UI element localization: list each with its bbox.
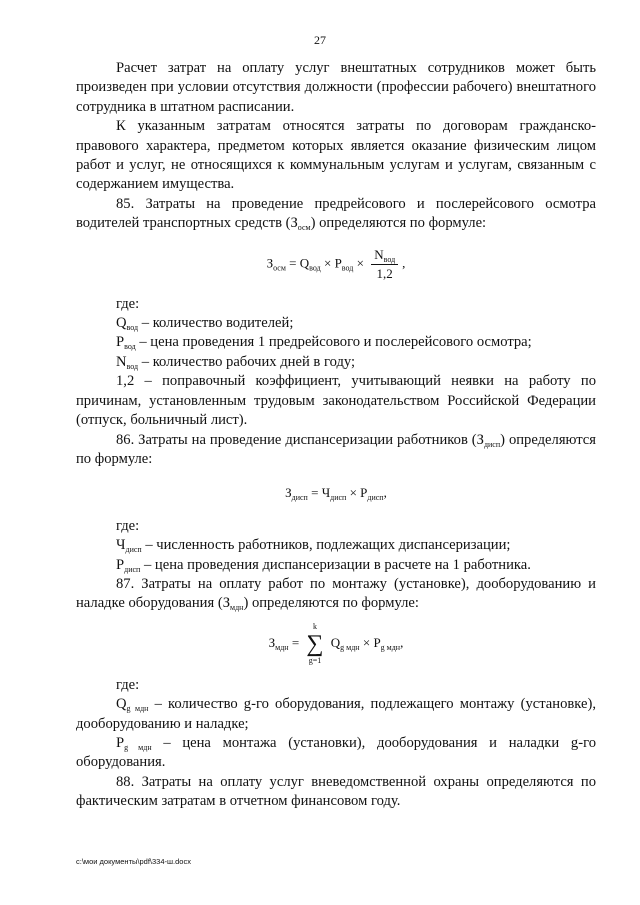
def-86-1-sym: Р: [116, 556, 125, 573]
f87-lhs: З: [268, 634, 276, 650]
def-87-1-sub: g мдн: [124, 742, 152, 752]
def-85-0-text: – количество водителей;: [138, 315, 294, 332]
f85-q: Q: [299, 255, 310, 271]
paragraph-86: [76, 431, 596, 470]
def-85-0-sub: вод: [126, 323, 139, 333]
def-85-1-sub: вод: [124, 342, 136, 352]
formula-86: [76, 483, 596, 502]
def-85-2-sub: вод: [126, 361, 139, 371]
f85-lhs-sub: осм: [273, 263, 286, 273]
def-86-0-sym: Ч: [116, 537, 126, 554]
f85-n: N: [374, 246, 384, 262]
f87-sum-lower: g=1: [308, 655, 322, 665]
def-86-0-text: – численность работников, подлежащих диспансеризации;: [141, 537, 511, 554]
paragraph-88: 88. Затраты на оплату услуг вневедомственной охраны определяются по фактическим затратам в отчетном финансовом году.: [76, 773, 596, 810]
f86-end: ,: [383, 485, 387, 501]
document-body: [76, 59, 596, 812]
where-label-2: где:: [116, 517, 140, 534]
def-87-0: [76, 695, 596, 734]
sigma-icon: ∑: [306, 630, 324, 657]
def-85-1-text: – цена проведения 1 предрейсового и послерейсового осмотра;: [135, 334, 532, 351]
paragraph-external-staff: Расчет затрат на оплату услуг внештатных сотрудников может быть произведен при условии отсутствия должности (профессии рабочего) внештатного сотрудника в штатном расписании.: [76, 60, 596, 115]
f85-end: ,: [402, 255, 406, 271]
where-label-1: где:: [116, 295, 140, 312]
f86-lhs-sub: дисп: [291, 493, 308, 503]
f87-sum: [306, 622, 323, 666]
f85-numerator: [371, 248, 398, 265]
def-85-0-sym: Q: [116, 315, 127, 332]
p86-symbol-sub: дисп: [483, 439, 501, 449]
f86-b: Р: [360, 485, 368, 501]
p87-symbol-sub: мдн: [230, 603, 244, 613]
f86-lhs: З: [285, 485, 292, 501]
p87-symbol: З: [222, 595, 231, 612]
p86-text-after: ) определяются по формуле:: [76, 431, 596, 467]
def-86-1-text: – цена проведения диспансеризации в расчете на 1 работника.: [140, 556, 531, 573]
f87-p-sub: g мдн: [380, 642, 401, 652]
def-87-0-text: – количество g-го оборудования, подлежащего монтажу (установке), дооборудованию и наладке;: [76, 696, 596, 732]
def-87-1: [76, 734, 596, 773]
f87-lhs-sub: мдн: [275, 642, 289, 652]
paragraph-87: [76, 575, 596, 614]
def-85-2-text: – количество рабочих дней в году;: [138, 353, 356, 370]
def-85-coefficient: 1,2 – поправочный коэффициент, учитывающий неявки на работу по причинам, установленным трудовым законодательством Российской Федерации (отпуск, больничный лист).: [76, 373, 596, 429]
p85-text-before: 85. Затраты на проведение предрейсового и послерейсового осмотра водителей транспортных средств (: [76, 195, 596, 232]
f87-end: ,: [400, 634, 404, 650]
p85-symbol: З: [290, 215, 298, 232]
def-87-1-sym: Р: [116, 734, 125, 751]
def-86-0: [76, 536, 596, 555]
def-87-0-sym: Q: [116, 696, 127, 713]
def-85-2-sym: N: [116, 353, 127, 370]
p86-symbol: З: [476, 431, 484, 448]
f87-eq: =: [291, 634, 300, 650]
f87-sum-upper: k: [312, 621, 317, 631]
f85-n-sub: вод: [383, 254, 396, 264]
f85-lhs: З: [266, 255, 274, 271]
f86-a: Ч: [321, 485, 331, 501]
def-87-0-sub: g мдн: [126, 704, 149, 714]
formula-85: [76, 248, 596, 281]
f87-q-sub: g мдн: [340, 642, 360, 652]
def-86-0-sub: дисп: [125, 545, 142, 555]
f87-times: ×: [362, 634, 371, 650]
where-label-3: где:: [116, 676, 140, 693]
file-path-footer: c:\мои документы\pdf\334-ш.docx: [76, 857, 191, 866]
def-85-1-sym: Р: [116, 334, 125, 351]
def-85-2: [76, 353, 596, 372]
f85-fraction: [371, 248, 398, 281]
p87-text-after: ) определяются по формуле:: [243, 595, 419, 612]
def-85-0: [76, 314, 596, 333]
paragraph-85: [76, 195, 596, 234]
f85-p: Р: [334, 255, 342, 271]
def-87-1-text: – цена монтажа (установки), дооборудования и наладки g-го оборудования.: [76, 734, 596, 771]
f85-times-1: ×: [323, 255, 332, 271]
def-86-1-sub: дисп: [124, 564, 141, 574]
p85-text-after: ) определяются по формуле:: [310, 215, 487, 232]
f86-a-sub: дисп: [330, 493, 347, 503]
p86-text-before: 86. Затраты на проведение диспансеризации работников (: [116, 431, 477, 448]
f87-q: Q: [330, 634, 341, 650]
p87-text-before: 87. Затраты на оплату работ по монтажу (установке), дооборудованию и наладке оборудования (: [76, 575, 596, 612]
f85-q-sub: вод: [309, 263, 321, 273]
f85-times-2: ×: [356, 255, 364, 271]
paragraph-gph-contracts: К указанным затратам относятся затраты по договорам гражданско-правового характера, предметом которых является оказание физическим лицом работ и услуг, не относящихся к коммунальным услугам и услугам, связанным с содержанием имущества.: [76, 118, 596, 193]
page-number: 27: [314, 33, 326, 47]
f85-eq: =: [289, 255, 297, 271]
p85-symbol-sub: осм: [297, 223, 311, 233]
def-85-1: [76, 333, 596, 352]
f85-p-sub: вод: [341, 263, 354, 273]
f86-times: ×: [349, 485, 357, 501]
f86-eq: =: [311, 485, 319, 501]
f85-denominator: 1,2: [376, 265, 393, 281]
def-86-1: [76, 556, 596, 575]
f86-b-sub: дисп: [367, 493, 384, 503]
formula-87: [76, 622, 596, 666]
f87-p: Р: [373, 634, 381, 650]
